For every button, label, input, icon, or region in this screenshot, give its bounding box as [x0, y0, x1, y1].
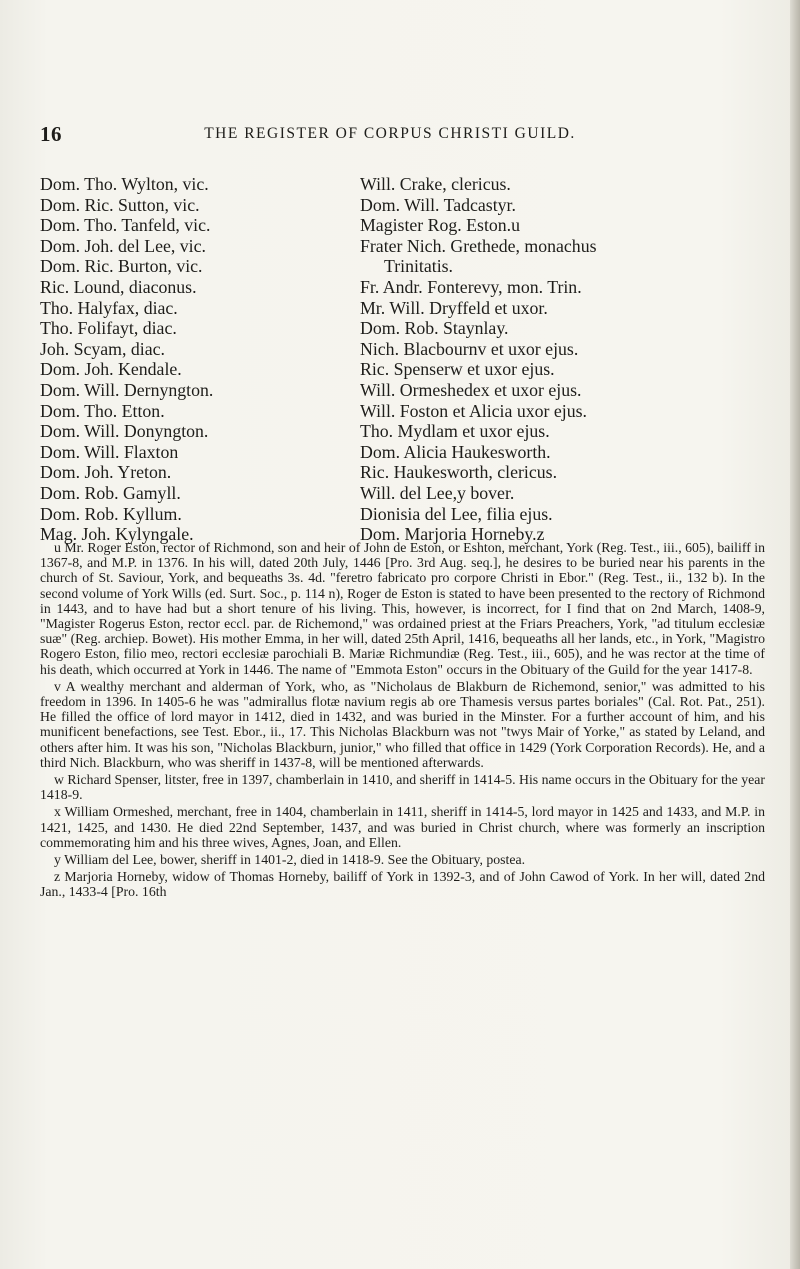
name-entry: Dom. Rob. Gamyll.	[40, 482, 181, 503]
name-entry: Dionisia del Lee, filia ejus.	[360, 503, 553, 524]
name-entry: Will. Ormeshedex et uxor ejus.	[360, 379, 582, 400]
name-entry: Ric. Spenserw et uxor ejus.	[360, 359, 555, 380]
name-entry: Dom. Will. Flaxton	[40, 441, 179, 462]
footnote-z: z Marjoria Horneby, widow of Thomas Horneby, bailiff of York in 1392-3, and of John Cawod of York. In her will, dated 2nd Jan., 1433-4 [Pro. 16th	[40, 869, 765, 900]
name-entry: Magister Rog. Eston.u	[360, 215, 521, 236]
name-entry: Frater Nich. Grethede, monachus	[360, 235, 597, 256]
footnote-u: u Mr. Roger Eston, rector of Richmond, son and heir of John de Eston, or Eshton, merchant, York (Reg. Test., iii., 605), bailiff in 1367-8, and M.P. in 1376. In his will, dated 20th July, 1446 [Pro. 3rd Aug. seq.], he desires to be buried near his parents in the church of St. Saviour, York, and bequeaths 3s. 4d. "feretro fabricato pro corpore Christi in Ebor." (Reg. Test., ii., 132 b). In the second volume of York Wills (ed. Surt. Soc., p. 114 n), Roger de Eston is stated to have been presented to the rectory of Richmond in 1443, and to have had but a short tenure of his living. This, however, is incorrect, for I find that on 2nd March, 1408-9, "Magister Rogerus Eston, rector eccl. par. de Richemond," was ordained priest at the Friars Preachers, York, "ad titulum ecclesiæ suæ" (Reg. archiep. Bowet). His mother Emma, in her will, dated 25th April, 1416, bequeaths all her lands, etc., in York, "Magistro Rogero Eston, filio meo, rectori ecclesiæ parochiali B. Mariæ Richmundiæ (Reg. Test., iii., 605), and he was rector at the time of his death, which occurred at York in 1446. The name of "Emmota Eston" occurs in the Obituary of the Guild for the year 1417-8.	[40, 540, 765, 677]
footnote-x: x William Ormeshed, merchant, free in 1404, chamberlain in 1411, sheriff in 1414-5, lord mayor in 1425 and 1433, and M.P. in 1421, 1425, and 1430. He died 22nd September, 1437, and was buried in Christ church, where was formerly an inscription commemorating him and his three wives, Agnes, Joan, and Ellen.	[40, 804, 765, 850]
name-entry: Dom. Ric. Sutton, vic.	[40, 194, 200, 215]
name-entry-continuation: Trinitatis.	[384, 256, 454, 277]
name-entry: Dom. Joh. del Lee, vic.	[40, 235, 206, 256]
name-entry: Fr. Andr. Fonterevy, mon. Trin.	[360, 276, 582, 297]
name-entry: Dom. Marjoria Horneby.z	[360, 524, 545, 545]
name-entry: Will. Foston et Alicia uxor ejus.	[360, 400, 587, 421]
name-entry: Ric. Haukesworth, clericus.	[360, 462, 558, 483]
name-entry: Joh. Scyam, diac.	[40, 338, 165, 359]
name-entry: Nich. Blacbournv et uxor ejus.	[360, 338, 579, 359]
running-head: THE REGISTER OF CORPUS CHRISTI GUILD.	[204, 125, 576, 142]
name-entry: Dom. Alicia Haukesworth.	[360, 441, 551, 462]
name-entry: Ric. Lound, diaconus.	[40, 276, 197, 297]
name-entry: Dom. Will. Tadcastyr.	[360, 194, 516, 215]
name-entry: Tho. Halyfax, diac.	[40, 297, 178, 318]
name-entry: Will. del Lee,y bover.	[360, 482, 515, 503]
name-entry: Dom. Rob. Staynlay.	[360, 318, 509, 339]
footnotes	[40, 540, 765, 902]
name-entry: Dom. Joh. Yreton.	[40, 462, 172, 483]
name-entry: Mag. Joh. Kylyngale.	[40, 524, 194, 545]
name-entry: Dom. Joh. Kendale.	[40, 359, 182, 380]
name-entry: Will. Crake, clericus.	[360, 174, 511, 194]
name-entry: Tho. Folifayt, diac.	[40, 318, 177, 339]
name-entry: Dom. Tho. Etton.	[40, 400, 165, 421]
name-entry: Dom. Ric. Burton, vic.	[40, 256, 203, 277]
name-entry: Dom. Will. Donyngton.	[40, 421, 209, 442]
name-entry: Mr. Will. Dryffeld et uxor.	[360, 297, 548, 318]
page-number: 16	[40, 122, 62, 146]
guild-member-lists	[40, 174, 780, 545]
name-entry: Dom. Will. Dernyngton.	[40, 379, 214, 400]
names-column-right	[360, 174, 800, 545]
names-column-left	[40, 174, 350, 545]
page-header	[20, 122, 780, 148]
footnote-w: w Richard Spenser, litster, free in 1397, chamberlain in 1410, and sheriff in 1414-5. His name occurs in the Obituary for the year 1418-9.	[40, 772, 765, 803]
name-entry: Tho. Mydlam et uxor ejus.	[360, 421, 550, 442]
name-entry: Dom. Tho. Wylton, vic.	[40, 174, 209, 194]
footnote-v: v A wealthy merchant and alderman of York, who, as "Nicholaus de Blakburn de Richemond, senior," was admitted to his freedom in 1396. In 1405-6 he was "admirallus flotæ navium regis ab ore Thamesis versus partes boriales" (Cal. Rot. Pat., 251). He filled the office of lord mayor in 1412, died in 1432, and was buried in the Minster. For a further account of him, and his munificent benefactions, see Test. Ebor., ii., 17. This Nicholas Blackburn was not "twys Mair of Yorke," as stated by Leland, and others after him. It was his son, "Nicholas Blackburn, junior," who filled that office in 1429 (York Corporation Records). He, and a third Nich. Blackburn, who was sheriff in 1437-8, will be mentioned afterwards.	[40, 678, 765, 770]
name-entry: Dom. Tho. Tanfeld, vic.	[40, 215, 211, 236]
footnote-y: y William del Lee, bower, sheriff in 1401-2, died in 1418-9. See the Obituary, postea.	[54, 852, 526, 868]
name-entry: Dom. Rob. Kyllum.	[40, 503, 182, 524]
